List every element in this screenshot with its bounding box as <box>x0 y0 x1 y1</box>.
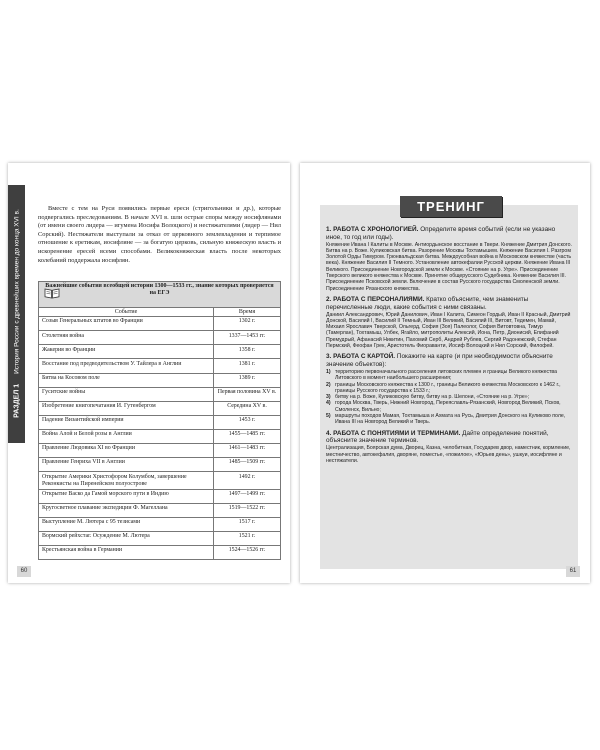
list-item-text: битву на р. Воже, Куликовскую битву, битву на р. Шелони, «Стояние на р. Угре»; <box>335 394 530 401</box>
training-box <box>320 199 578 569</box>
table-row <box>39 373 281 387</box>
list-item <box>326 400 572 413</box>
table-row <box>39 546 281 560</box>
task-number: 3. <box>326 353 332 361</box>
page-number: 61 <box>566 566 580 577</box>
task-title: РАБОТА С КАРТОЙ. <box>333 353 396 361</box>
task-instruction: Покажите на карте (и при необходимости объясните значение объектов): <box>326 353 553 369</box>
table-row <box>39 518 281 532</box>
table-caption: Важнейшие события всеобщей истории 1300—1533 гг., знание которых проверяется на ЕГЭ <box>45 283 274 297</box>
time-cell: 1461—1483 гг. <box>214 444 281 458</box>
task-heading <box>326 353 572 369</box>
events-table-body <box>39 317 281 560</box>
event-cell: Вормский рейхстаг. Осуждение М. Лютера <box>39 532 214 546</box>
task-number: 1. <box>326 226 332 233</box>
task-item-list <box>326 369 572 426</box>
event-cell: Восстание под предводительством У. Тайлера в Англии <box>39 359 214 373</box>
section-title: История России с древнейших времен до конца XVI в. <box>13 209 21 374</box>
time-cell: 1497—1499 гг. <box>214 489 281 503</box>
training-task <box>326 430 572 464</box>
training-tasks <box>326 226 572 468</box>
event-cell: Выступление М. Лютера с 95 тезисами <box>39 518 214 532</box>
task-body: Даниил Александрович, Юрий Данилович, Иван I Калита, Симеон Гордый, Иван II Красный, Дмитрий Донской, Василий I, Василий II Темный, Иван III Великий, Василий III, Витовт, Тедемен, Мамай, Михаил Ярославич Тверской, Ольгерд, София (Зоя) Палеолог, София Витовтовна, Тимур (Тамерлан), Тохтамыш, Улбек, Ягайло, митрополиты Алексий, Иона, Петр, Дионисий, Епифаний Премудрый, Афанасий Никитин, Пахомий Серб, Андрей Рублев, Сергий Радонежский, Стефан Пермский, Феофан Грек, Аристотель Фиораванти, Иосиф Волоцкий и Нил Сорский, Филофей. <box>326 311 571 350</box>
table-row <box>39 387 281 401</box>
training-task <box>326 353 572 425</box>
task-number: 2. <box>326 295 332 303</box>
task-body: Централизация, Боярская дума, Дворец, Казна, челобитная, Государев двор, наместник, кормление, местничество, автокефалия, дворяне, поместье, «пожилое», «Юрьев день», ушкуи, иосифляне и нестяжатели. <box>326 445 571 464</box>
list-item <box>326 382 572 395</box>
right-page <box>300 163 590 583</box>
event-cell: Изобретение книгопечатания И. Гутенбергом <box>39 401 214 415</box>
table-row <box>39 401 281 415</box>
time-cell: Середина XV в. <box>214 401 281 415</box>
list-item-number: 3) <box>326 394 331 401</box>
table-row <box>39 429 281 443</box>
task-heading <box>326 430 572 446</box>
time-cell: 1521 г. <box>214 532 281 546</box>
list-item <box>326 413 572 426</box>
task-heading <box>326 226 572 242</box>
event-cell: Война Алой и Белой розы в Англии <box>39 429 214 443</box>
time-cell: Первая половина XV в. <box>214 387 281 401</box>
task-title: РАБОТА С ХРОНОЛОГИЕЙ. <box>333 226 419 233</box>
time-cell: 1358 г. <box>214 345 281 359</box>
page-number: 60 <box>17 566 31 577</box>
table-row <box>39 472 281 490</box>
task-heading <box>326 296 572 312</box>
event-cell: Столетняя война <box>39 331 214 345</box>
table-row <box>39 444 281 458</box>
time-cell: 1302 г. <box>214 317 281 331</box>
intro-paragraph: Вместе с тем на Руси появились первые ереси (стригольники и др.), которые подвергались преследованиям. В начале XVI в. шли острые споры между иосифлянами (от имени своего лидера — игумена Иосифа Волоцкого) и нестяжателями (лидер — Нил Сорский). Нестяжатели выступали за отказ от церковного землевладения и терпимое отношение к еретикам, иосифляне — за богатую церковь, сильную княжескую власть и искоренение ересей всеми способами. Великокняжеская власть после некоторых колебаний поддержала иосифлян. <box>38 205 281 264</box>
event-cell: Созыв Генеральных штатов во Франции <box>39 317 214 331</box>
time-cell: 1517 г. <box>214 518 281 532</box>
time-cell: 1485—1509 гг. <box>214 458 281 472</box>
event-cell: Падение Византийской империи <box>39 415 214 429</box>
table-row <box>39 415 281 429</box>
column-header-time: Время <box>214 307 281 317</box>
time-cell: 1337—1453 гг. <box>214 331 281 345</box>
task-title: РАБОТА С ПЕРСОНАЛИЯМИ. <box>333 295 425 303</box>
list-item-number: 2) <box>326 381 331 388</box>
table-row <box>39 331 281 345</box>
task-body: Княжение Ивана I Калиты в Москве. Антиордынское восстание в Твери. Княжение Дмитрия Донского. Битва на р. Воже. Куликовская битва. Разорение Москвы Тохтамышем. Княжение Василия I. Разгром Золотой Орды Тимуром. Грюнвальдская битва. Междоусобная война в Московском княжестве (часть века). Княжение Василия II Темного. Установление автокефалии Русской церкви. Княжение Ивана III Великого. Присоединение Новгородской земли к Москве. «Стояние на р. Угре». Присоединение Тверского великого княжества к Москве. Принятие общерусского Судебника. Княжение Василия III. Присоединение Псковской земли. Включение в состав Русского государства Смоленской земли. Присоединение Рязанского княжества. <box>326 241 572 292</box>
book-icon <box>44 287 60 299</box>
events-table <box>38 281 281 560</box>
table-row <box>39 359 281 373</box>
table-caption-cell <box>39 282 281 308</box>
task-instruction: Дайте определение понятий, объясните значение терминов. <box>326 429 549 445</box>
table-row <box>39 317 281 331</box>
time-cell: 1389 г. <box>214 373 281 387</box>
table-row <box>39 489 281 503</box>
event-cell: Правление Генриха VII в Англии <box>39 458 214 472</box>
training-task <box>326 296 572 349</box>
list-item-number: 5) <box>326 413 331 420</box>
list-item <box>326 369 572 382</box>
task-title: РАБОТА С ПОНЯТИЯМИ И ТЕРМИНАМИ. <box>333 429 461 437</box>
time-cell: 1455—1485 гг. <box>214 429 281 443</box>
event-cell: Битва на Косовом поле <box>39 373 214 387</box>
event-cell: Крестьянская война в Германии <box>39 546 214 560</box>
event-cell: Жакерия во Франции <box>39 345 214 359</box>
task-number: 4. <box>326 429 332 437</box>
section-side-tab <box>8 185 25 443</box>
event-cell: Кругосветное плавание экспедиции Ф. Магеллана <box>39 503 214 517</box>
time-cell: 1524—1526 гг. <box>214 546 281 560</box>
list-item-text: города Москва, Тверь, Нижний Новгород, Переяславль-Рязанский, Новгород Великий, Псков, Смоленск, Вильно; <box>335 400 561 413</box>
table-row <box>39 503 281 517</box>
time-cell: 1519—1522 гг. <box>214 503 281 517</box>
column-header-event: Событие <box>39 307 214 317</box>
list-item-text: маршруты походов Мамая, Тохтамыша и Ахмата на Русь, Дмитрия Донского на Куликово поле, Ивана III на Новгород Великий и Тверь. <box>335 413 566 426</box>
training-task <box>326 226 572 292</box>
training-header: ТРЕНИНГ <box>400 196 502 217</box>
event-cell: Открытие Васко да Гамой морского пути в Индию <box>39 489 214 503</box>
left-page <box>8 163 290 583</box>
table-row <box>39 345 281 359</box>
table-row <box>39 458 281 472</box>
table-row <box>39 532 281 546</box>
time-cell: 1492 г. <box>214 472 281 490</box>
list-item-number: 1) <box>326 368 331 375</box>
list-item-text: границы Московского княжества к 1300 г., границы Великого княжества Московского к 1462 г., границы Русского государства к 1533 г.; <box>335 381 561 394</box>
time-cell: 1453 г. <box>214 415 281 429</box>
event-cell: Гуситские войны <box>39 387 214 401</box>
time-cell: 1381 г. <box>214 359 281 373</box>
list-item-number: 4) <box>326 400 331 407</box>
event-cell: Открытие Америки Христофором Колумбом, завершение Реконкисты на Пиренейском полуострове <box>39 472 214 490</box>
event-cell: Правление Людовика XI во Франции <box>39 444 214 458</box>
section-tab-label: РАЗДЕЛ 1 <box>13 383 21 418</box>
section-side-label <box>9 187 26 441</box>
task-instruction: Определите время событий (если не указано иное, то год или годы). <box>326 226 556 241</box>
task-instruction: Кратко объясните, чем знамениты перечисленные люди, какие события с ними связаны. <box>326 295 529 311</box>
list-item-text: территорию первоначального расселения литовских племен и границы Великого княжества Литовского в момент наибольшего расширения; <box>335 368 558 382</box>
intro-text <box>38 205 281 265</box>
